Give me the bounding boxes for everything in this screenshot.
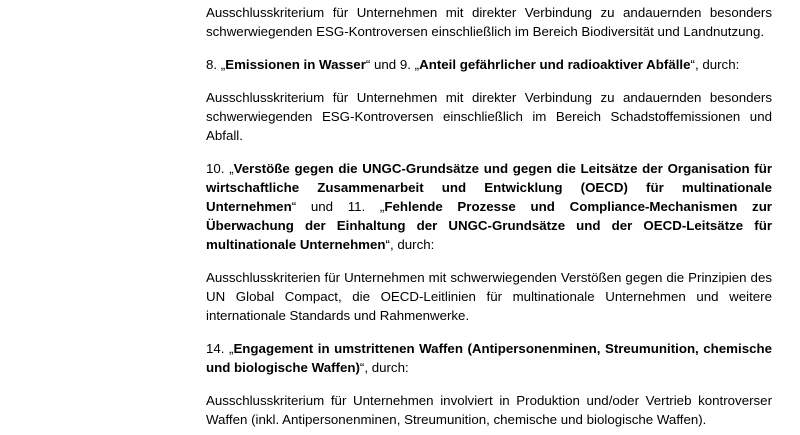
- document-page: [206, 3, 772, 429]
- heading-connector: “ und 9. „: [365, 57, 420, 72]
- heading-connector: “ und 11. „: [291, 199, 385, 214]
- heading-suffix: “, durch:: [359, 360, 409, 375]
- heading-suffix: “, durch:: [690, 57, 740, 72]
- heading-bold-weapons: Engagement in umstrittenen Waffen (Antipersonenminen, Streumunition, chemische und biologische Waffen): [206, 341, 773, 375]
- heading-bold-waste: Anteil gefährlicher und radioaktiver Abfälle: [419, 57, 691, 72]
- heading-prefix: 14. „: [206, 341, 234, 356]
- heading-controversial-weapons: [206, 339, 772, 377]
- heading-bold-compliance: Fehlende Prozesse und Compliance-Mechanismen zur Überwachung der Einhaltung der UNGC-Grundsätze und der OECD-Leitsätze für multinationale Unternehmen: [206, 199, 772, 252]
- heading-prefix: 8. „: [206, 57, 226, 72]
- heading-suffix: “, durch:: [385, 237, 435, 252]
- paragraph-ungc-criterion: Ausschlusskriterien für Unternehmen mit schwerwiegenden Verstößen gegen die Prinzipien des UN Global Compact, die OECD-Leitlinien für multinationale Unternehmen und weitere internationale Standards und Rahmenwerke.: [206, 270, 772, 323]
- heading-emissions-waste: [206, 55, 772, 74]
- heading-bold-emissions: Emissionen in Wasser: [225, 57, 366, 72]
- paragraph-weapons-criterion: Ausschlusskriterium für Unternehmen involviert in Produktion und/oder Vertrieb kontroverser Waffen (inkl. Antipersonenminen, Streumunition, chemische und biologische Waffen).: [206, 393, 772, 427]
- paragraph-biodiversity-criterion: Ausschlusskriterium für Unternehmen mit direkter Verbindung zu andauernden besonders schwerwiegenden ESG-Kontroversen einschließlich im Bereich Biodiversität und Landnutzung.: [206, 5, 772, 39]
- heading-ungc-oecd: [206, 159, 772, 254]
- heading-bold-violations: Verstöße gegen die UNGC-Grundsätze und gegen die Leitsätze der Organisation für wirtschaftliche Zusammenarbeit und Entwicklung (OECD) für multinationale Unternehmen: [206, 161, 773, 214]
- heading-prefix: 10. „: [206, 161, 234, 176]
- paragraph-emissions-criterion: Ausschlusskriterium für Unternehmen mit direkter Verbindung zu andauernden besonders schwerwiegenden ESG-Kontroversen einschließlich im Bereich Schadstoffemissionen und Abfall.: [206, 90, 772, 143]
